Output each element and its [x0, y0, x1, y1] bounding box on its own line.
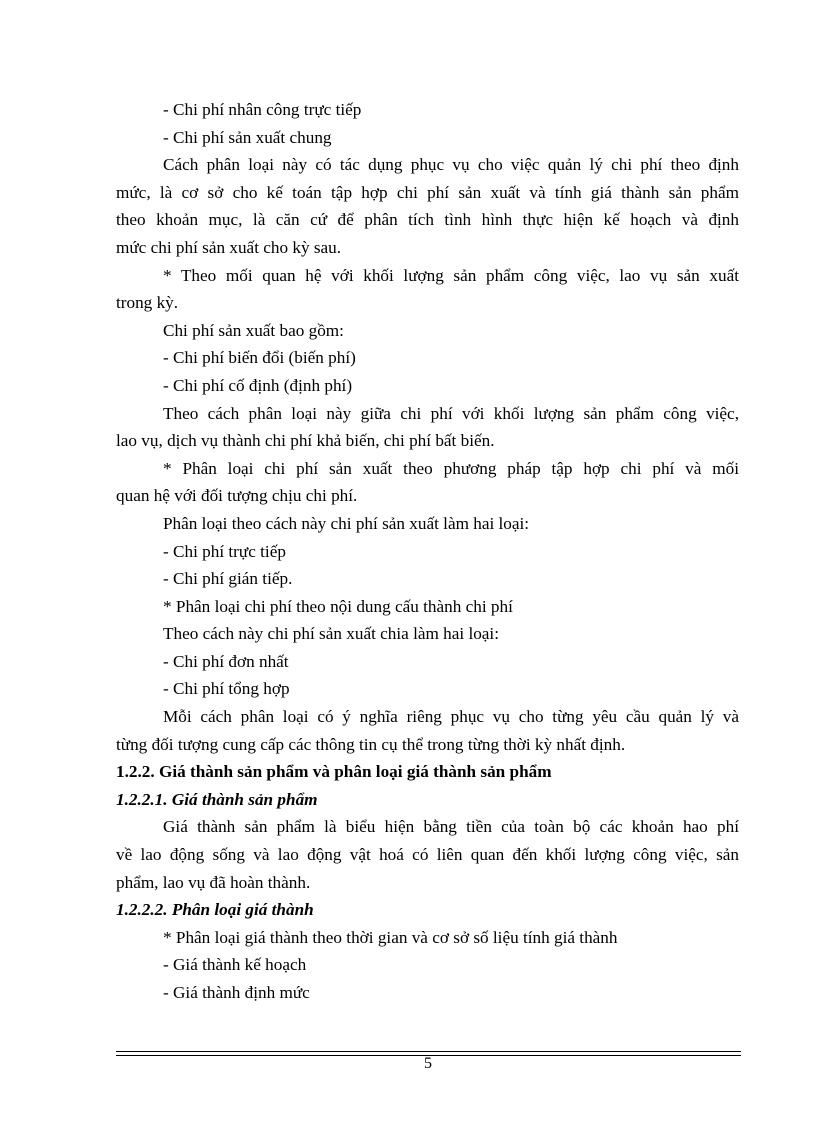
paragraph-line: Mỗi cách phân loại có ý nghĩa riêng phục vụ cho từng yêu cầu quản lý và: [163, 707, 739, 727]
paragraph-line: mức, là cơ sở cho kế toán tập hợp chi phí sản xuất và tính giá thành sản phẩm: [116, 182, 739, 202]
list-item: - Chi phí nhân công trực tiếp: [163, 100, 362, 119]
subsection-heading: 1.2.2.1. Giá thành sản phẩm: [116, 789, 318, 809]
list-item: - Chi phí tổng hợp: [163, 679, 290, 699]
paragraph-line: lao vụ, dịch vụ thành chi phí khả biến, chi phí bất biến.: [116, 431, 495, 451]
paragraph-line: * Phân loại chi phí theo nội dung cấu thành chi phí: [163, 596, 513, 616]
list-item: - Chi phí sản xuất chung: [163, 127, 332, 147]
paragraph-line: trong kỳ.: [116, 293, 179, 313]
paragraph-line: * Phân loại giá thành theo thời gian và cơ sở số liệu tính giá thành: [163, 927, 618, 947]
paragraph-line: mức chi phí sản xuất cho kỳ sau.: [116, 237, 342, 257]
list-item: - Chi phí cố định (định phí): [163, 375, 353, 395]
paragraph-line: Phân loại theo cách này chi phí sản xuất làm hai loại:: [163, 513, 530, 533]
list-item: - Chi phí trực tiếp: [163, 541, 286, 561]
subsection-heading: 1.2.2.2. Phân loại giá thành: [116, 900, 314, 920]
list-item: - Chi phí đơn nhất: [163, 651, 289, 671]
paragraph-line: Giá thành sản phẩm là biểu hiện bằng tiền của toàn bộ các khoản hao phí: [163, 817, 739, 837]
paragraph-line: theo khoản mục, là căn cứ để phân tích tình hình thực hiện kế hoạch và định: [116, 210, 739, 230]
list-item: - Giá thành kế hoạch: [163, 955, 307, 975]
section-heading: 1.2.2. Giá thành sản phẩm và phân loại giá thành sản phẩm: [116, 762, 552, 782]
list-item: - Chi phí biến đổi (biến phí): [163, 348, 356, 368]
paragraph-line: * Phân loại chi phí sản xuất theo phương pháp tập hợp chi phí và mối: [163, 458, 739, 478]
page-body: [116, 96, 739, 1007]
paragraph-line: từng đối tượng cung cấp các thông tin cụ thể trong từng thời kỳ nhất định.: [116, 734, 626, 754]
paragraph-line: Theo cách phân loại này giữa chi phí với khối lượng sản phẩm công việc,: [163, 403, 739, 423]
paragraph-line: quan hệ với đối tượng chịu chi phí.: [116, 486, 358, 506]
list-item: - Giá thành định mức: [163, 983, 310, 1002]
paragraph-line: * Theo mối quan hệ với khối lượng sản phẩm công việc, lao vụ sản xuất: [163, 265, 739, 285]
list-item: - Chi phí gián tiếp.: [163, 569, 293, 589]
paragraph-line: Chi phí sản xuất bao gồm:: [163, 320, 344, 340]
paragraph-line: Cách phân loại này có tác dụng phục vụ cho việc quản lý chi phí theo định: [163, 155, 739, 175]
paragraph-line: về lao động sống và lao động vật hoá có liên quan đến khối lượng công việc, sản: [116, 845, 739, 865]
paragraph-line: phẩm, lao vụ đã hoàn thành.: [116, 872, 311, 892]
paragraph-line: Theo cách này chi phí sản xuất chia làm hai loại:: [163, 624, 499, 644]
page-number: 5: [424, 1055, 432, 1072]
